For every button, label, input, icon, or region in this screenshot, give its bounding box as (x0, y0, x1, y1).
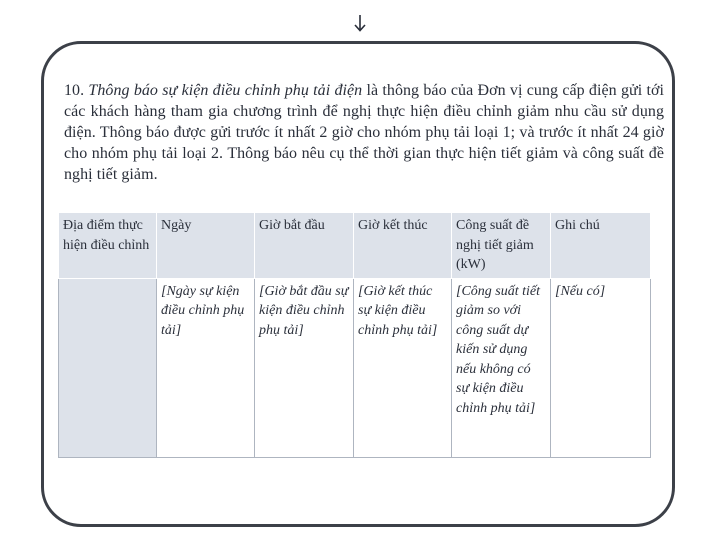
header-date: Ngày (157, 213, 255, 279)
cell-location (59, 278, 157, 457)
cell-start-time: [Giờ bắt đầu sự kiện điều chỉnh phụ tải] (255, 278, 354, 457)
header-notes: Ghi chú (551, 213, 651, 279)
defined-term: Thông báo sự kiện điều chỉnh phụ tải điện (88, 82, 363, 99)
header-end-time: Giờ kết thúc (354, 213, 452, 279)
header-start-time: Giờ bắt đầu (255, 213, 354, 279)
header-location: Địa điểm thực hiện điều chỉnh (59, 213, 157, 279)
definition-text: là thông báo của Đơn vị cung cấp điện gửi tới các khách hàng tham gia chương trình để nghị thực hiện điều chỉnh giảm nhu cầu sử dụng điện. Thông báo được gửi trước ít nhất 2 giờ cho nhóm phụ tải loại 1; và trước ít nhất 24 giờ cho nhóm phụ tải loại 2. Thông báo nêu cụ thể thời gian thực hiện tiết giảm và công suất đề nghị tiết giảm. (64, 82, 664, 183)
table-header-row (59, 213, 651, 279)
cell-end-time: [Giờ kết thúc sự kiện điều chỉnh phụ tải] (354, 278, 452, 457)
cell-notes: [Nếu có] (551, 278, 651, 457)
table-row (59, 278, 651, 457)
item-number: 10. (64, 82, 85, 99)
down-arrow-icon (353, 14, 367, 32)
header-capacity: Công suất đề nghị tiết giảm (kW) (452, 213, 551, 279)
definition-paragraph (64, 80, 664, 185)
notice-table (58, 212, 651, 458)
cell-capacity: [Công suất tiết giảm so với công suất dự kiến sử dụng nếu không có sự kiện điều chỉnh phụ tải] (452, 278, 551, 457)
cell-date: [Ngày sự kiện điều chỉnh phụ tải] (157, 278, 255, 457)
